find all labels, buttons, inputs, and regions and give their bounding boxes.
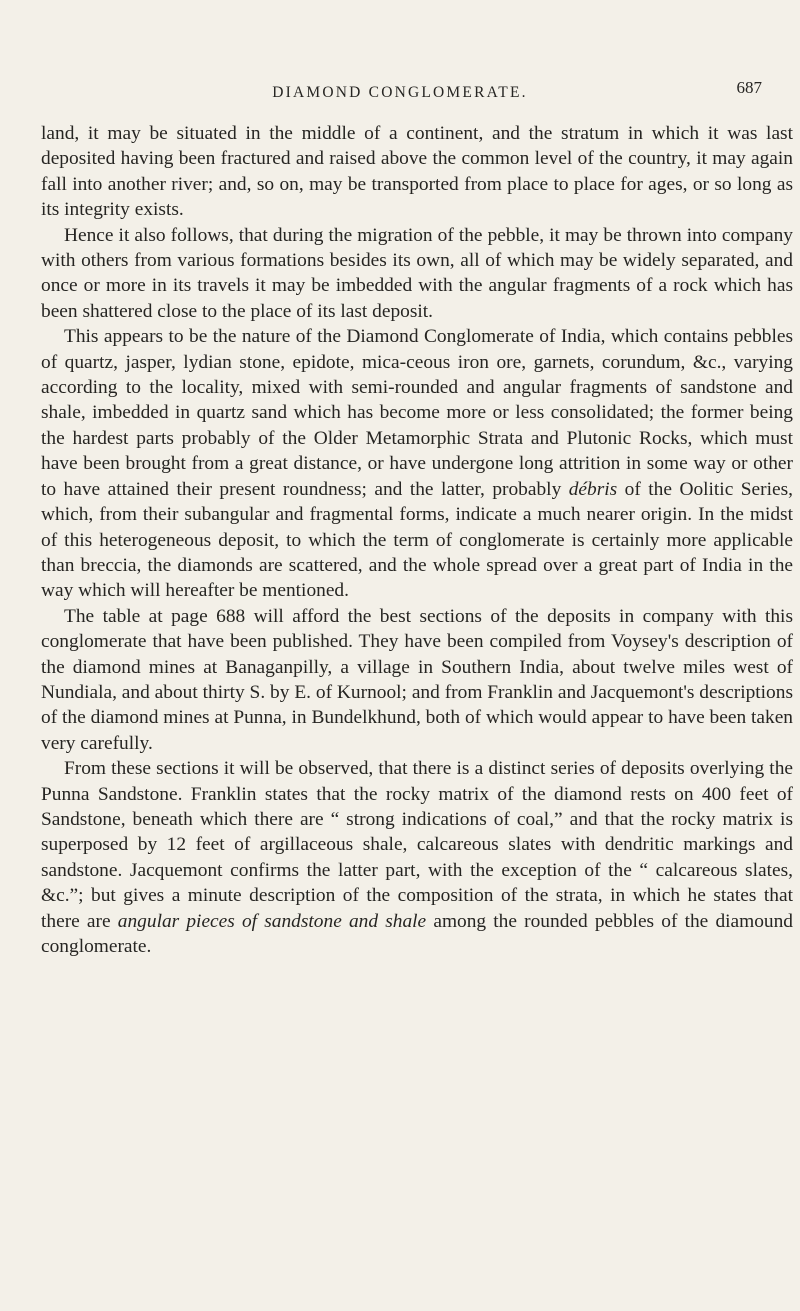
- running-title: DIAMOND CONGLOMERATE.: [272, 84, 528, 101]
- page-number: 687: [736, 78, 762, 97]
- paragraph-5-text-a: From these sections it will be observed, that there is a distinct series of deposits overlying the Punna Sandstone. Franklin states that the rocky matrix of the diamond rests on 400 feet of Sandstone, beneath which there are “ strong indications of coal,” and that the rocky matrix is superposed by 12 feet of argillaceous shale, calcareous slates with dendritic markings and sandstone. Jacquemont confirms the latter part, with the exception of the “ calcareous slates, &c.”; but gives a minute description of the composition of the strata, in which he states that there are: [41, 758, 793, 932]
- paragraph-2: Hence it also follows, that during the migration of the pebble, it may be thrown into company with others from various formations besides its own, all of which may be widely separated, and once or more in its travels it may be imbedded with the angular fragments of a rock which has been shattered close to the place of its last deposit.: [41, 224, 793, 322]
- paragraph-1: land, it may be situated in the middle of a continent, and the stratum in which it was last deposited having been fractured and raised above the common level of the country, it may again fall into another river; and, so on, may be transported from place to place for ages, or so long as its integrity exists.: [41, 123, 793, 221]
- paragraph-5-text-b: among the rounded pebbles of the diamound conglomerate.: [41, 910, 794, 957]
- body-text: [41, 121, 793, 959]
- paragraph-3: [41, 324, 793, 603]
- paragraph-4: The table at page 688 will afford the best sections of the deposits in company with this conglomerate that have been published. They have been compiled from Voysey's description of the diamond mines at Banaganpilly, a village in Southern India, about twelve miles west of Nundiala, and about thirty S. by E. of Kurnool; and from Franklin and Jacquemont's descriptions of the diamond mines at Punna, in Bundelkhund, both of which would appear to have been taken very carefully.: [41, 605, 793, 754]
- paragraph-3-text-a: This appears to be the nature of the Diamond Conglomerate of India, which contains pebbles of quartz, jasper, lydian stone, epidote, mica-ceous iron ore, garnets, corundum, &c., varying according to the locality, mixed with semi-rounded and angular fragments of sandstone and shale, imbedded in quartz sand which has become more or less consolidated; the former being the hardest parts probably of the Older Metamorphic Strata and Plutonic Rocks, which must have been brought from a great distance, or have undergone long attrition in some way or other to have attained their present roundness; and the latter, probably: [41, 326, 793, 500]
- paragraph-3-italic: débris: [568, 478, 618, 500]
- paragraph-5: [41, 756, 793, 959]
- paragraph-3-text-b: of the Oolitic Series, which, from their subangular and fragmental forms, indicate a much nearer origin. In the midst of this heterogeneous deposit, to which the term of conglomerate is certainly more applicable than breccia, the diamonds are scattered, and the whole spread over a great part of India in the way which will hereafter be mentioned.: [41, 478, 793, 602]
- paragraph-5-italic: angular pieces of sandstone and shale: [117, 910, 427, 932]
